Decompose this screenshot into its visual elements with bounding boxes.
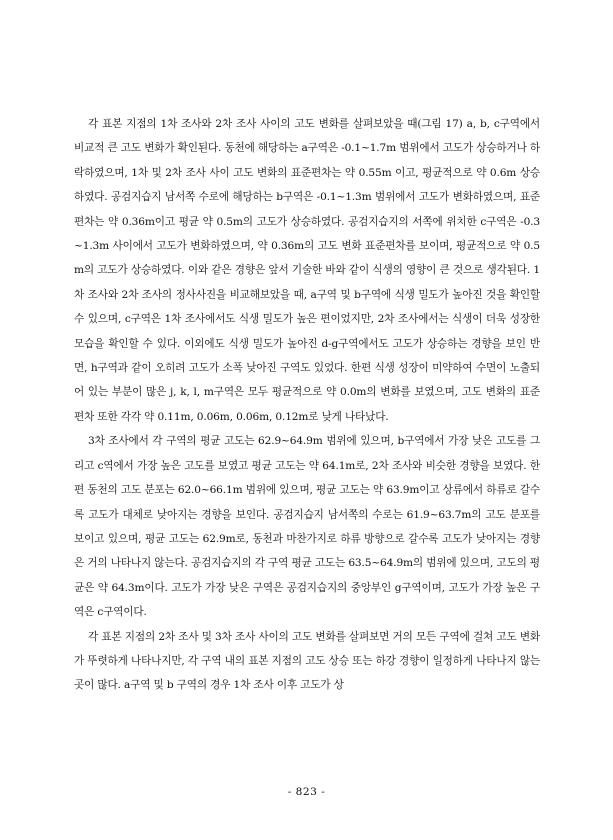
document-body bbox=[74, 112, 540, 698]
paragraph-1: 각 표본 지점의 1차 조사와 2차 조사 사이의 고도 변화를 살펴보았을 때(그림 17) a, b, c구역에서 비교적 큰 고도 변화가 확인된다. 동천에 해당하는 a구역은 -0.1~1.7m 범위에서 고도가 상승하거나 하락하였으며, 1차 및 2차 조사 사이 고도 변화의 표준편차는 약 0.55m 이고, 평균적으로 약 0.6m 상승하였다. 공검지습지 남서쪽 수로에 해당하는 b구역은 -0.1~1.3m 범위에서 고도가 변화하였으며, 표준편차는 약 0.36m이고 평균 약 0.5m의 고도가 상승하였다. 공검지습지의 서쪽에 위치한 c구역은 -0.3~1.3m 사이에서 고도가 변화하였으며, 약 0.36m의 고도 변화 표준편차를 보이며, 평균적으로 약 0.5m의 고도가 상승하였다. 이와 같은 경향은 앞서 기술한 바와 같이 식생의 영향이 큰 것으로 생각된다. 1차 조사와 2차 조사의 정사사진을 비교해보았을 때, a구역 및 b구역에 식생 밀도가 높아진 것을 확인할 수 있으며, c구역은 1차 조사에서도 식생 밀도가 높은 편이었지만, 2차 조사에서는 식생이 더욱 성장한 모습을 확인할 수 있다. 이외에도 식생 밀도가 높아진 d-g구역에서도 고도가 상승하는 경향을 보인 반면, h구역과 같이 오히려 고도가 소폭 낮아진 구역도 있었다. 한편 식생 성장이 미약하여 수면이 노출되어 있는 부분이 많은 j, k, l, m구역은 모두 평균적으로 약 0.0m의 변화를 보였으며, 고도 변화의 표준편차 또한 각각 약 0.11m, 0.06m, 0.06m, 0.12m로 낮게 나타났다. bbox=[74, 118, 540, 423]
paragraph-2: 3차 조사에서 각 구역의 평균 고도는 62.9~64.9m 범위에 있으며, b구역에서 가장 낮은 고도를 그리고 c역에서 가장 높은 고도를 보였고 평균 고도는 약 64.1m로, 2차 조사와 비슷한 경향을 보였다. 한편 동천의 고도 분포는 62.0~66.1m 범위에 있으며, 평균 고도는 약 63.9m이고 상류에서 하류로 갈수록 고도가 대체로 낮아지는 경향을 보인다. 공검지습지 남서쪽의 수로는 61.9~63.7m의 고도 분포를 보이고 있으며, 평균 고도는 62.9m로, 동천과 마찬가지로 하류 방향으로 갈수록 고도가 낮아지는 경향은 거의 나타나지 않는다. 공검지습지의 각 구역 평균 고도는 63.5~64.9m의 범위에 있으며, 고도의 평균은 약 64.3m이다. 고도가 가장 낮은 구역은 공검지습지의 중앙부인 g구역이며, 고도가 가장 높은 구역은 c구역이다. bbox=[74, 435, 540, 619]
paragraph-3: 각 표본 지점의 2차 조사 및 3차 조사 사이의 고도 변화를 살펴보면 거의 모든 구역에 걸쳐 고도 변화가 뚜렷하게 나타나지만, 각 구역 내의 표본 지점의 고도 상승 또는 하강 경향이 일정하게 나타나지 않는 곳이 많다. a구역 및 b 구역의 경우 1차 조사 이후 고도가 상 bbox=[74, 630, 540, 692]
page-number: - 823 - bbox=[287, 786, 326, 798]
